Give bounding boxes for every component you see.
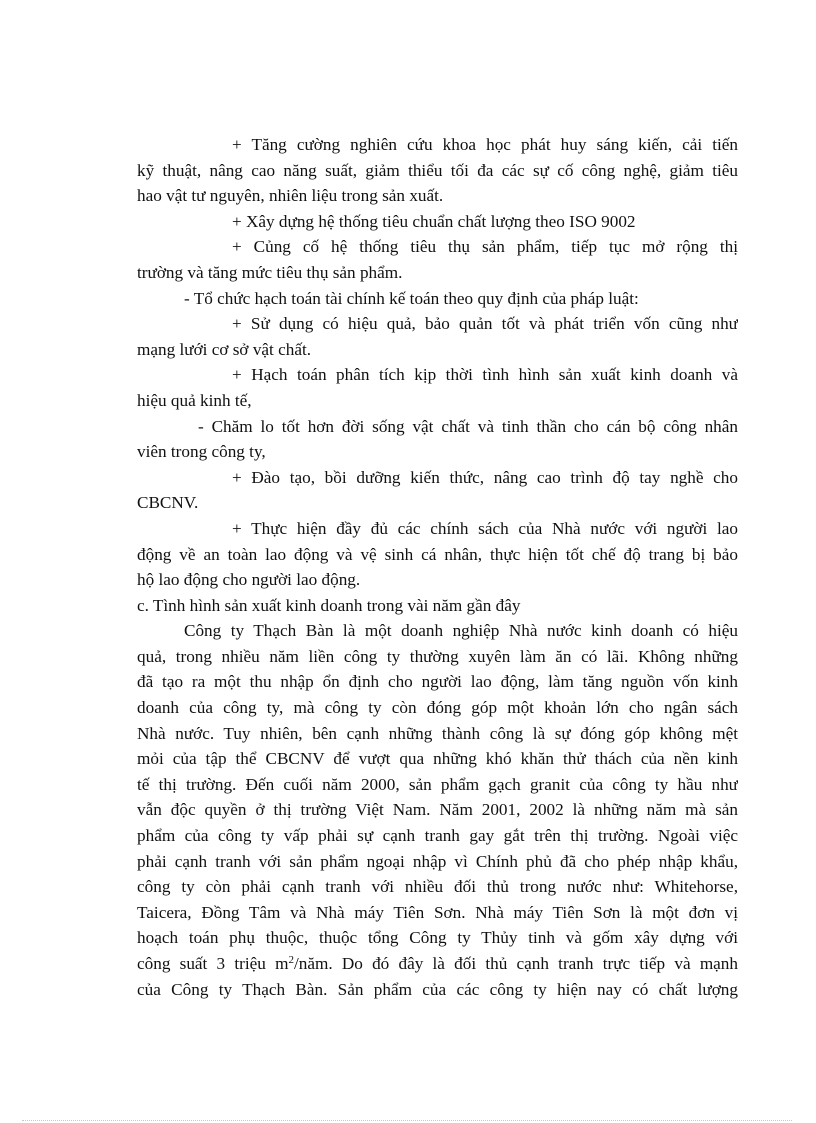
text-line: doanh của công ty, mà công ty còn đóng góp một khoản lớn cho ngân sách — [137, 698, 738, 718]
text-line: Công ty Thạch Bàn là một doanh nghiệp Nhà nước kinh doanh có hiệu — [184, 621, 738, 641]
page-bottom-divider — [22, 1120, 792, 1121]
text-line: + Tăng cường nghiên cứu khoa học phát huy sáng kiến, cải tiến — [232, 135, 738, 154]
text-line: + Hạch toán phân tích kịp thời tình hình sản xuất kinh doanh và — [232, 365, 738, 385]
text-line: vẫn độc quyền ở thị trường Việt Nam. Năm 2001, 2002 là những năm mà sản — [137, 800, 738, 820]
text-line: CBCNV. — [137, 493, 199, 513]
text-line: hiệu quả kinh tế, — [137, 390, 252, 410]
text-line: hộ lao động cho người lao động. — [137, 570, 361, 590]
text-line: + Thực hiện đầy đủ các chính sách của Nhà nước với người lao — [232, 518, 738, 538]
text-line: viên trong công ty, — [137, 442, 266, 462]
text-fragment: công suất 3 triệu m — [137, 954, 289, 973]
text-line: Nhà nước. Tuy nhiên, bên cạnh những thành công là sự đóng góp không mệt — [137, 723, 738, 743]
text-line: đã tạo ra một thu nhập ổn định cho người lao động, làm tăng nguồn vốn kinh — [137, 672, 738, 692]
text-line: + Sử dụng có hiệu quả, bảo quản tốt và phát triển vốn cũng như — [232, 314, 738, 334]
text-line: quả, trong nhiều năm liền công ty thường xuyên làm ăn có lãi. Không những — [137, 646, 738, 666]
superscript: 2 — [288, 954, 294, 966]
text-line: + Củng cố hệ thống tiêu thụ sản phẩm, tiếp tục mở rộng thị — [232, 237, 738, 257]
text-line: + Xây dựng hệ thống tiêu chuẩn chất lượng theo ISO 9002 — [232, 211, 636, 231]
text-line: hoạch toán phụ thuộc, thuộc tổng Công ty Thủy tinh và gốm xây dựng với — [137, 928, 738, 948]
text-line: kỹ thuật, nâng cao năng suất, giảm thiểu tối đa các sự cố công nghệ, giảm tiêu — [137, 160, 738, 180]
text-line: Taicera, Đồng Tâm và Nhà máy Tiên Sơn. Nhà máy Tiên Sơn là một đơn vị — [137, 902, 738, 922]
text-fragment: /năm. Do đó đây là đối thủ cạnh tranh trực tiếp và mạnh — [293, 954, 738, 973]
text-line: phải cạnh tranh với sản phẩm ngoại nhập vì Chính phủ đã cho phép nhập khẩu, — [137, 851, 738, 871]
text-line: phẩm của công ty vấp phải sự cạnh tranh gay gắt trên thị trường. Ngoài việc — [137, 826, 738, 846]
text-line: công ty còn phải cạnh tranh với nhiều đối thủ trong nước như: Whitehorse, — [137, 877, 738, 897]
text-line: mạng lưới cơ sở vật chất. — [137, 339, 312, 359]
text-line-with-superscript — [137, 951, 738, 977]
document-body — [137, 132, 738, 1002]
text-line: trường và tăng mức tiêu thụ sản phẩm. — [137, 262, 403, 282]
text-line: của Công ty Thạch Bàn. Sản phẩm của các công ty hiện nay có chất lượng — [137, 979, 738, 999]
text-line: động về an toàn lao động và vệ sinh cá nhân, thực hiện tốt chế độ trang bị bảo — [137, 544, 738, 564]
text-line: mỏi của tập thể CBCNV để vượt qua những khó khăn thử thách của nền kinh — [137, 749, 738, 769]
text-line: - Chăm lo tốt hơn đời sống vật chất và tinh thần cho cán bộ công nhân — [198, 416, 738, 436]
text-line: - Tổ chức hạch toán tài chính kế toán theo quy định của pháp luật: — [184, 288, 639, 308]
text-line: tế thị trường. Đến cuối năm 2000, sản phẩm gạch granit của công ty hầu như — [137, 774, 738, 794]
section-heading: c. Tình hình sản xuất kinh doanh trong vài năm gần đây — [137, 595, 521, 615]
text-line: + Đào tạo, bồi dưỡng kiến thức, nâng cao trình độ tay nghề cho — [232, 467, 738, 487]
text-line: hao vật tư nguyên, nhiên liệu trong sản xuất. — [137, 186, 444, 206]
